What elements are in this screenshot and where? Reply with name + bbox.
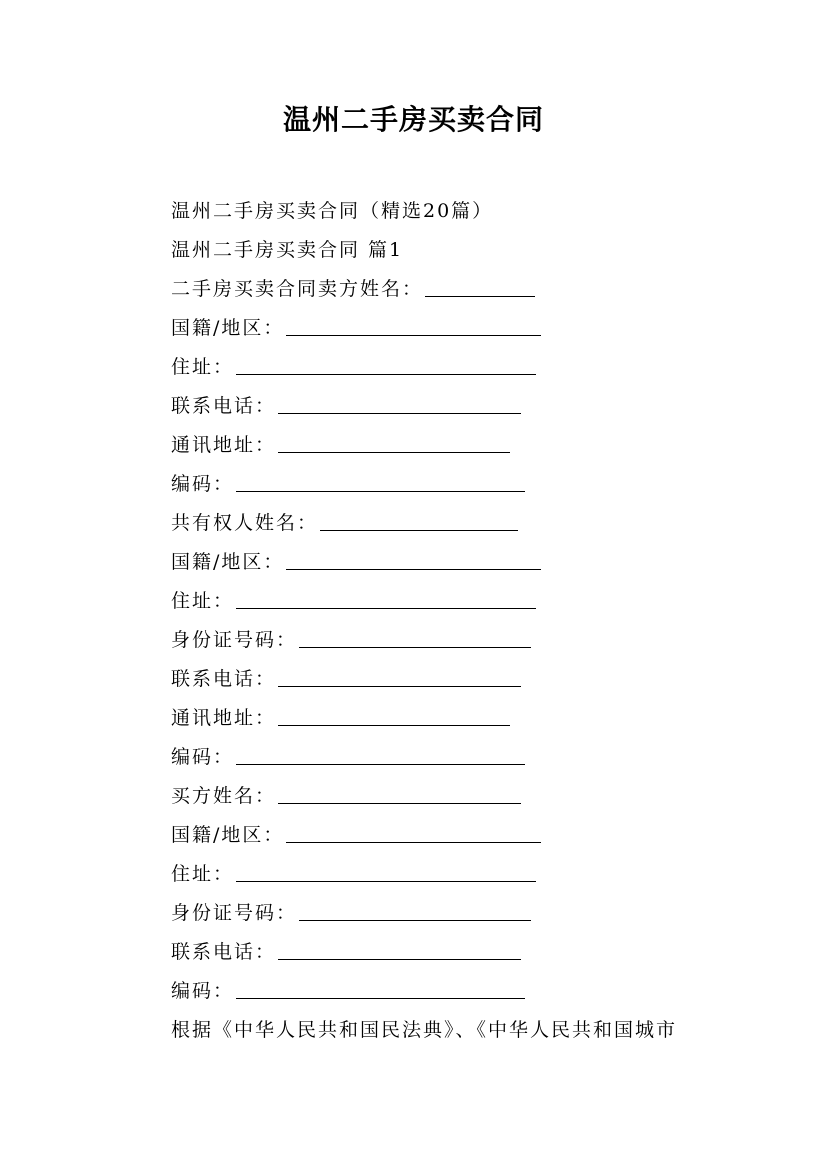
form-field-row xyxy=(171,972,731,1011)
form-field-row xyxy=(171,855,731,894)
field-label: 编码： xyxy=(171,473,235,495)
form-field-row xyxy=(171,894,731,933)
form-field-row xyxy=(171,387,731,426)
fill-in-blank[interactable] xyxy=(286,549,541,570)
fill-in-blank[interactable] xyxy=(278,666,521,687)
form-field-row xyxy=(171,933,731,972)
fill-in-blank[interactable] xyxy=(236,354,536,375)
field-label: 通讯地址： xyxy=(171,707,277,729)
field-label: 二手房买卖合同卖方姓名： xyxy=(171,278,424,300)
form-field-row xyxy=(171,660,731,699)
field-label: 国籍/地区： xyxy=(171,551,285,573)
fill-in-blank[interactable] xyxy=(236,471,525,492)
fill-in-blank[interactable] xyxy=(236,588,536,609)
fill-in-blank[interactable] xyxy=(236,861,536,882)
field-label: 国籍/地区： xyxy=(171,824,285,846)
form-field-row xyxy=(171,543,731,582)
fill-in-blank[interactable] xyxy=(299,900,531,921)
fill-in-blank[interactable] xyxy=(286,822,541,843)
field-label: 共有权人姓名： xyxy=(171,512,319,534)
fill-in-blank[interactable] xyxy=(320,510,518,531)
form-field-row xyxy=(171,777,731,816)
field-label: 身份证号码： xyxy=(171,629,298,651)
field-label: 身份证号码： xyxy=(171,902,298,924)
field-label: 联系电话： xyxy=(171,395,277,417)
field-label: 住址： xyxy=(171,590,235,612)
fill-in-blank[interactable] xyxy=(236,744,525,765)
paragraph-text: 根据《中华人民共和国民法典》、《中华人民共和国城市 xyxy=(171,1019,678,1041)
fill-in-blank[interactable] xyxy=(278,783,521,804)
form-field-row xyxy=(171,621,731,660)
fill-in-blank[interactable] xyxy=(278,432,510,453)
form-field-row xyxy=(171,738,731,777)
field-label: 住址： xyxy=(171,356,235,378)
form-field-row xyxy=(171,309,731,348)
fill-in-blank[interactable] xyxy=(278,939,521,960)
fill-in-blank[interactable] xyxy=(425,276,535,297)
fill-in-blank[interactable] xyxy=(236,978,525,999)
document-title: 温州二手房买卖合同 xyxy=(282,103,544,136)
field-label: 联系电话： xyxy=(171,668,277,690)
fill-in-blank[interactable] xyxy=(278,393,521,414)
form-field-row xyxy=(171,582,731,621)
fill-in-blank[interactable] xyxy=(278,705,510,726)
field-label: 住址： xyxy=(171,863,235,885)
form-field-row xyxy=(171,270,731,309)
document-body xyxy=(171,192,731,1050)
field-label: 联系电话： xyxy=(171,941,277,963)
field-label: 国籍/地区： xyxy=(171,317,285,339)
form-field-row xyxy=(171,816,731,855)
field-label: 编码： xyxy=(171,746,235,768)
form-field-row xyxy=(171,465,731,504)
form-field-row xyxy=(171,699,731,738)
form-field-row xyxy=(171,504,731,543)
field-label: 通讯地址： xyxy=(171,434,277,456)
field-label: 编码： xyxy=(171,980,235,1002)
intro-line: 温州二手房买卖合同（精选20篇） xyxy=(171,200,494,222)
intro-line: 温州二手房买卖合同 篇1 xyxy=(171,239,404,261)
fill-in-blank[interactable] xyxy=(286,315,541,336)
form-field-row xyxy=(171,426,731,465)
field-label: 买方姓名： xyxy=(171,785,277,807)
fill-in-blank[interactable] xyxy=(299,627,531,648)
form-field-row xyxy=(171,348,731,387)
